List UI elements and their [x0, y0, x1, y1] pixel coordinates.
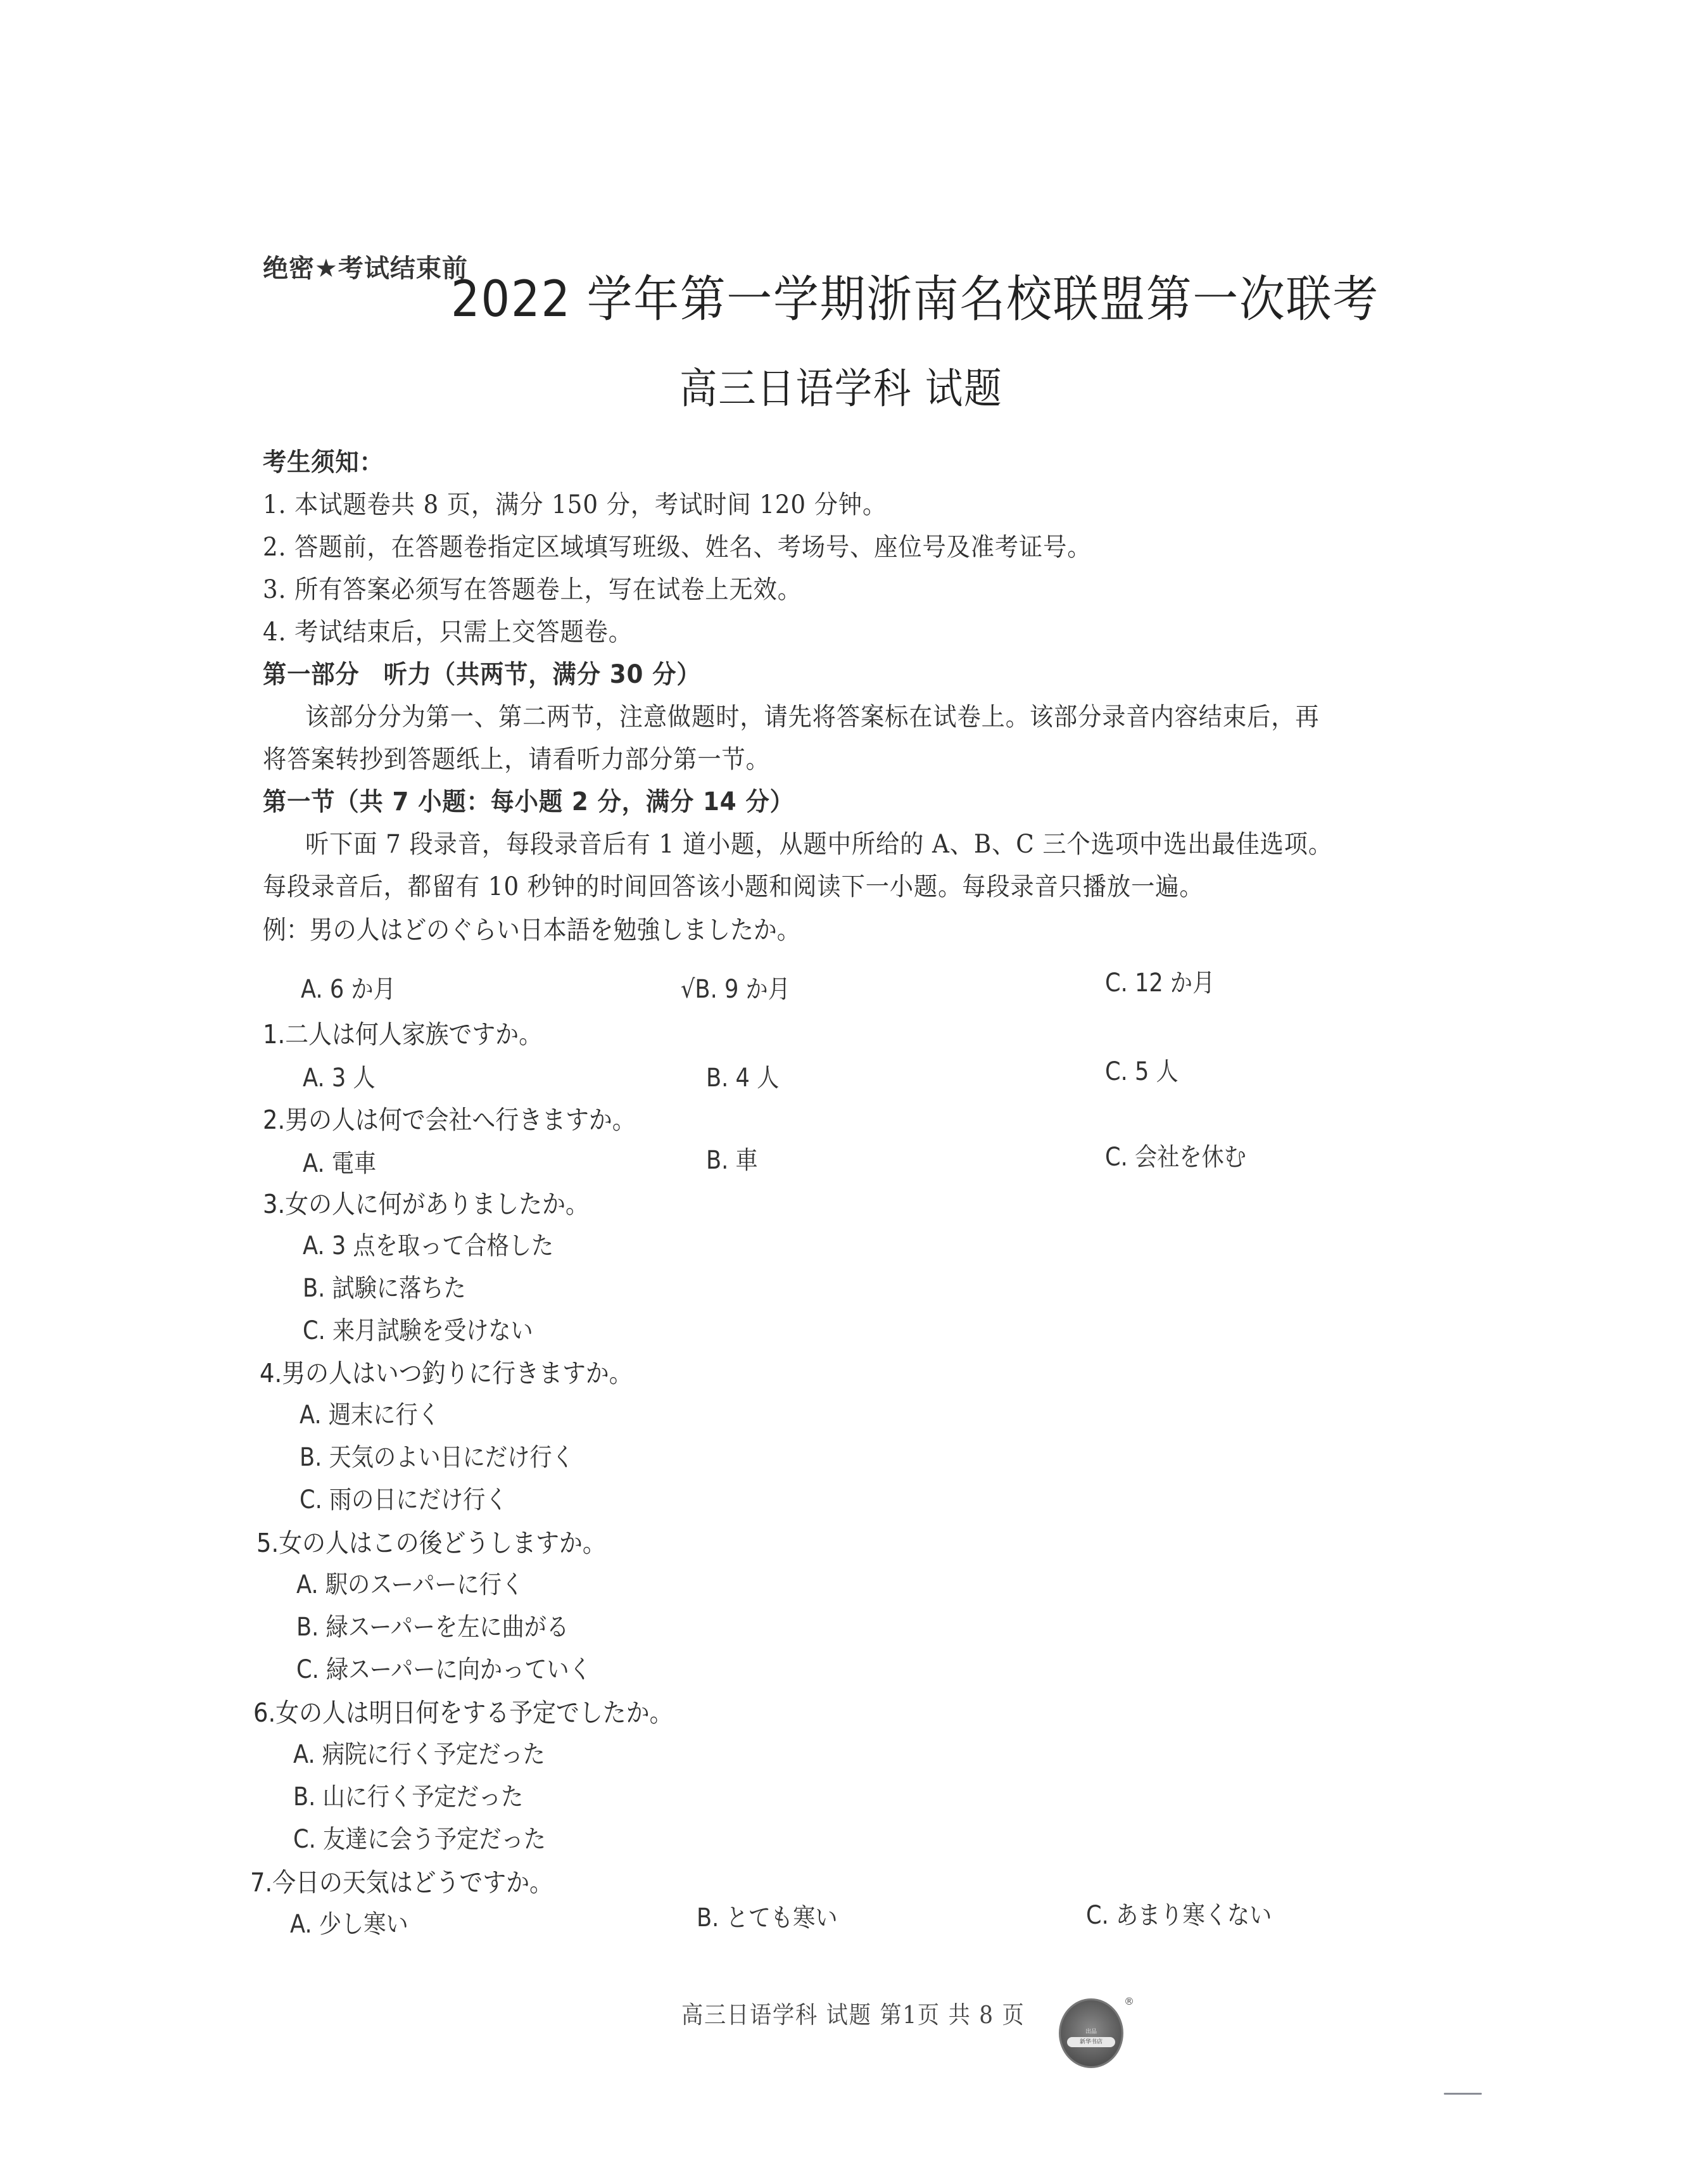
logo-small-text: 出品 [1085, 2029, 1097, 2035]
confidential-label: 绝密★考试结束前 [263, 254, 468, 283]
exam-title: 2022 学年第一学期浙南名校联盟第一次联考 [451, 271, 1379, 328]
q5-option-a[interactable]: A. 駅のスーパーに行く [296, 1570, 524, 1599]
q1-option-b[interactable]: B. 4 人 [706, 1063, 780, 1093]
q6-option-c[interactable]: C. 友達に会う予定だった [293, 1825, 546, 1854]
q3-option-c[interactable]: C. 来月試験を受けない [303, 1316, 533, 1345]
section1-instructions: 每段录音后，都留有 10 秒钟的时间回答该小题和阅读下一小题。每段录音只播放一遍。 [263, 872, 1204, 901]
part1-intro: 该部分分为第一、第二两节，注意做题时，请先将答案标在试卷上。该部分录音内容结束后，再 [305, 702, 1320, 732]
section1-heading: 第一节（共 7 小题：每小题 2 分，满分 14 分） [263, 787, 794, 816]
page-footer: 高三日语学科 试题 第1页 共 8 页 [681, 2001, 1025, 2029]
q2-option-b[interactable]: B. 車 [706, 1146, 758, 1175]
q4-option-c[interactable]: C. 雨の日にだけ行く [300, 1485, 508, 1514]
q7-option-a[interactable]: A. 少し寒い [290, 1910, 408, 1939]
part1-heading: 第一部分 听力（共两节，满分 30 分） [263, 660, 701, 689]
question-5: 5.女の人はこの後どうしますか。 [256, 1528, 606, 1558]
q2-option-a[interactable]: A. 電車 [303, 1149, 377, 1178]
part1-intro: 将答案转抄到答题纸上，请看听力部分第一节。 [263, 745, 770, 774]
exam-subtitle: 高三日语学科 试题 [679, 364, 1003, 413]
question-7: 7.今日の天気はどうですか。 [250, 1867, 553, 1898]
q3-option-a[interactable]: A. 3 点を取って合格した [303, 1231, 554, 1260]
logo-band-text: 新华书店 [1067, 2037, 1115, 2047]
q6-option-b[interactable]: B. 山に行く予定だった [293, 1782, 524, 1812]
example-option-a: A. 6 か月 [301, 975, 396, 1004]
q5-option-b[interactable]: B. 緑スーパーを左に曲がる [296, 1613, 569, 1642]
q1-option-c[interactable]: C. 5 人 [1105, 1057, 1178, 1086]
q7-option-b[interactable]: B. とても寒い [697, 1903, 838, 1933]
example-option-c: C. 12 か月 [1105, 968, 1215, 998]
margin-mark [1444, 2093, 1482, 2095]
q1-option-a[interactable]: A. 3 人 [303, 1063, 376, 1093]
example-question: 例：男の人はどのぐらい日本語を勉強しましたか。 [263, 915, 800, 945]
example-option-b-checked: √B. 9 か月 [681, 975, 790, 1004]
notice-item: 2. 答题前，在答题卷指定区域填写班级、姓名、考场号、座位号及准考证号。 [263, 533, 1092, 562]
q5-option-c[interactable]: C. 緑スーパーに向かっていく [296, 1655, 591, 1684]
q2-option-c[interactable]: C. 会社を休む [1105, 1143, 1246, 1172]
notice-item: 3. 所有答案必须写在答题卷上，写在试卷上无效。 [263, 575, 802, 604]
publisher-logo-icon [1059, 1998, 1123, 2068]
q7-option-c[interactable]: C. あまり寒くない [1086, 1901, 1272, 1930]
section1-instructions: 听下面 7 段录音，每段录音后有 1 道小题，从题中所给的 A、B、C 三个选项中选出最佳选项。 [305, 830, 1332, 859]
q4-option-a[interactable]: A. 週末に行く [300, 1400, 440, 1430]
notice-item: 4. 考试结束后，只需上交答题卷。 [263, 618, 633, 647]
q4-option-b[interactable]: B. 天気のよい日にだけ行く [300, 1443, 574, 1472]
q3-option-b[interactable]: B. 試験に落ちた [303, 1274, 466, 1303]
question-3: 3.女の人に何がありましたか。 [263, 1189, 589, 1219]
notice-item: 1. 本试题卷共 8 页，满分 150 分，考试时间 120 分钟。 [263, 490, 887, 519]
question-4: 4.男の人はいつ釣りに行きますか。 [260, 1358, 633, 1388]
question-2: 2.男の人は何で会社へ行きますか。 [263, 1105, 636, 1135]
registered-mark: ® [1124, 1995, 1134, 2007]
question-1: 1.二人は何人家族ですか。 [263, 1019, 543, 1050]
question-6: 6.女の人は明日何をする予定でしたか。 [253, 1698, 673, 1728]
notice-heading: 考生须知： [263, 448, 384, 477]
q6-option-a[interactable]: A. 病院に行く予定だった [293, 1740, 545, 1769]
